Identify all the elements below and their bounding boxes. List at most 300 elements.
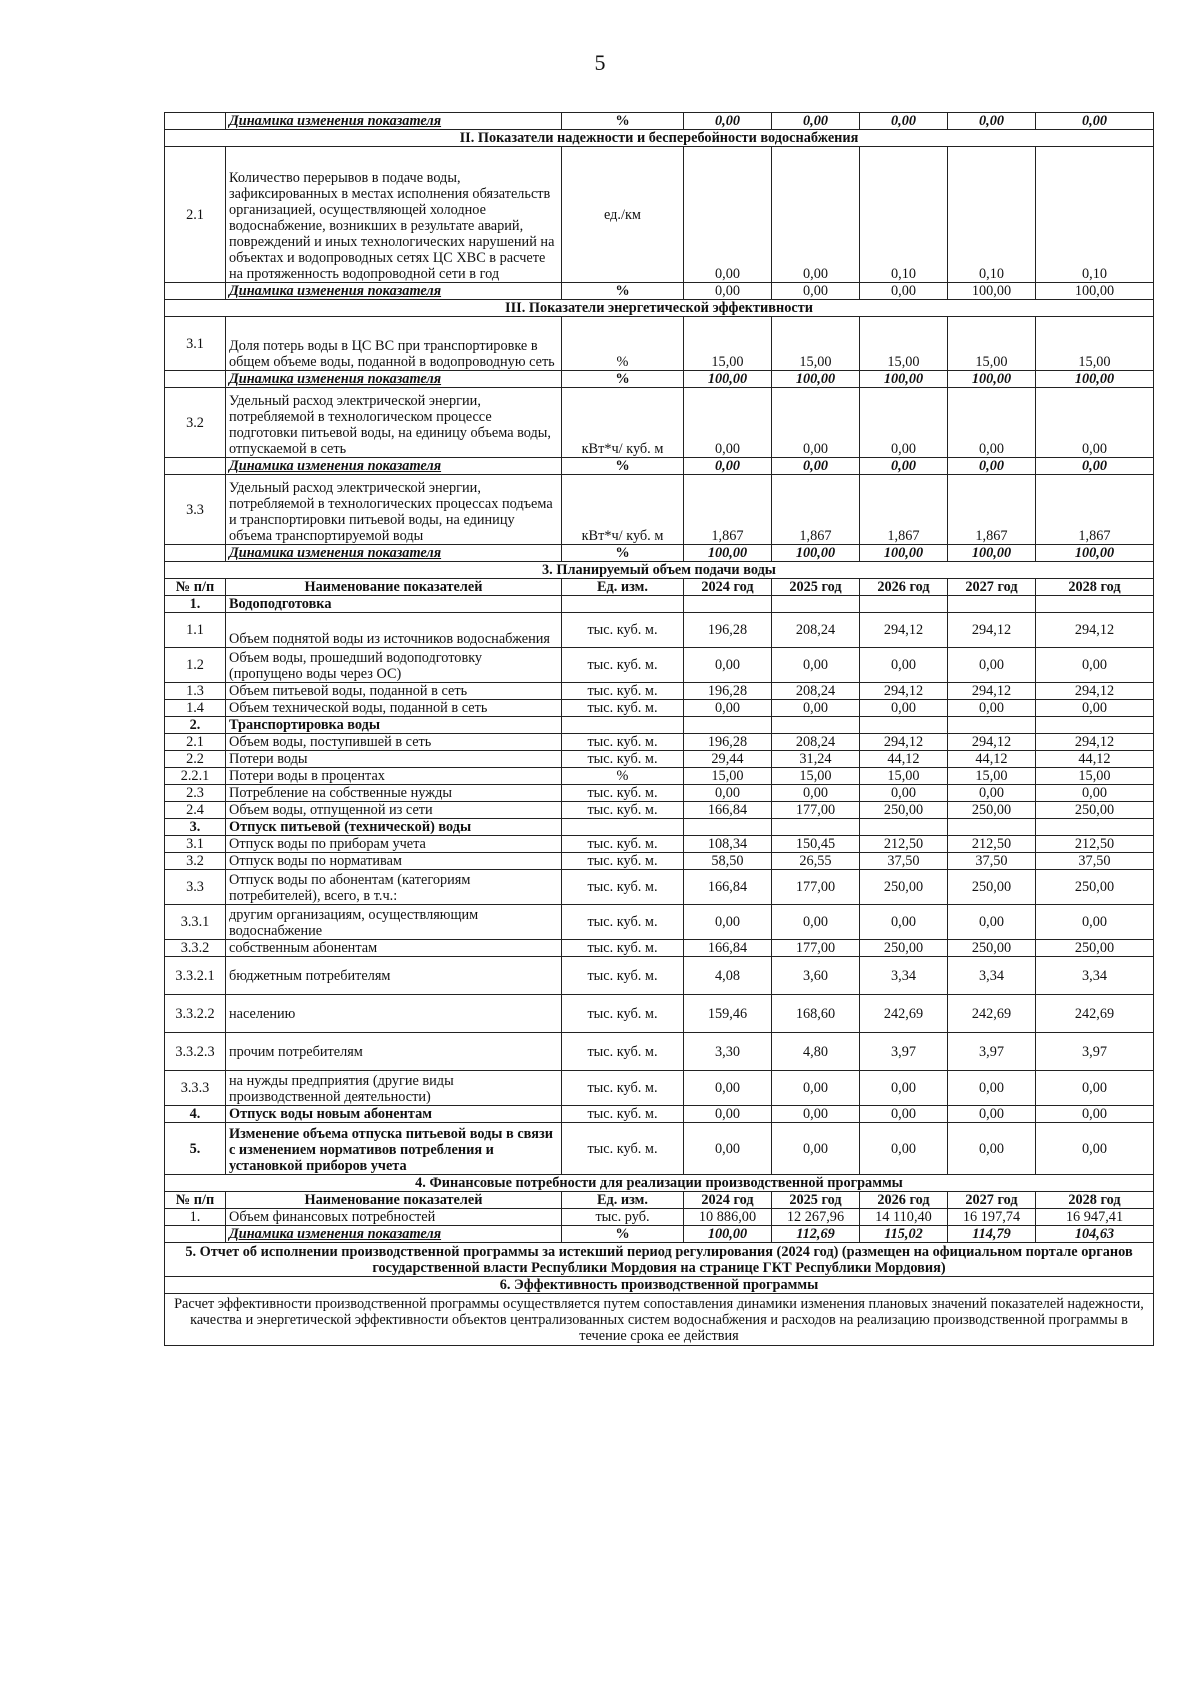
unit: тыс. куб. м. bbox=[562, 905, 684, 940]
row-number: 3.2 bbox=[165, 388, 226, 458]
value-2024: 58,50 bbox=[684, 853, 772, 870]
header-name: Наименование показателей bbox=[226, 579, 562, 596]
row-number: 3. bbox=[165, 819, 226, 836]
value-2025: 0,00 bbox=[772, 1106, 860, 1123]
value-2026: 0,00 bbox=[860, 785, 948, 802]
value-2024: 166,84 bbox=[684, 870, 772, 905]
header-no: № п/п bbox=[165, 1192, 226, 1209]
indicator-name: Удельный расход электрической энергии, потребляемой в технологических процессах подъема и транспортировки питьевой воды, на единицу объема транспортируемой воды bbox=[226, 475, 562, 545]
value-2024: 108,34 bbox=[684, 836, 772, 853]
row-number: 3.3.2 bbox=[165, 940, 226, 957]
unit: тыс. куб. м. bbox=[562, 1033, 684, 1071]
plan-row bbox=[165, 802, 1154, 819]
value-2025: 208,24 bbox=[772, 734, 860, 751]
unit: кВт*ч/ куб. м bbox=[562, 475, 684, 545]
unit: % bbox=[562, 458, 684, 475]
row-number bbox=[165, 1226, 226, 1243]
financial-header bbox=[165, 1192, 1154, 1209]
efficiency-text: Расчет эффективности производственной программы осуществляется путем сопоставления динамики изменения плановых значений показателей надежности, качества и энергетической эффективности объектов централизованных систем водоснабжения и расходов на реализацию производственной программы в течение срока ее действия bbox=[165, 1294, 1154, 1346]
value-2025: 15,00 bbox=[772, 768, 860, 785]
section-planned-volume-title: 3. Планируемый объем подачи воды bbox=[165, 562, 1154, 579]
value-2028: 0,00 bbox=[1036, 458, 1154, 475]
value-2025: 1,867 bbox=[772, 475, 860, 545]
row-number: 1. bbox=[165, 596, 226, 613]
value-2027: 250,00 bbox=[948, 870, 1036, 905]
value-2026: 100,00 bbox=[860, 545, 948, 562]
header-year: 2024 год bbox=[684, 1192, 772, 1209]
value-2028: 242,69 bbox=[1036, 995, 1154, 1033]
indicator-name: Объем финансовых потребностей bbox=[226, 1209, 562, 1226]
value-2027: 100,00 bbox=[948, 545, 1036, 562]
indicator-name: Динамика изменения показателя bbox=[226, 371, 562, 388]
value-2028: 250,00 bbox=[1036, 870, 1154, 905]
value-2027: 100,00 bbox=[948, 371, 1036, 388]
value-2025: 177,00 bbox=[772, 870, 860, 905]
indicator-name: Объем технической воды, поданной в сеть bbox=[226, 700, 562, 717]
value-2025: 0,00 bbox=[772, 388, 860, 458]
value-2024: 0,00 bbox=[684, 458, 772, 475]
value-2028: 100,00 bbox=[1036, 545, 1154, 562]
unit bbox=[562, 596, 684, 613]
value-2027: 0,00 bbox=[948, 1071, 1036, 1106]
indicator-name: Отпуск воды по абонентам (категориям потребителей), всего, в т.ч.: bbox=[226, 870, 562, 905]
value-2026: 3,97 bbox=[860, 1033, 948, 1071]
value-2028: 294,12 bbox=[1036, 613, 1154, 648]
indicator-name: Водоподготовка bbox=[226, 596, 562, 613]
row-number: 3.3 bbox=[165, 475, 226, 545]
value-2027: 294,12 bbox=[948, 613, 1036, 648]
value-2026: 0,00 bbox=[860, 1106, 948, 1123]
header-no: № п/п bbox=[165, 579, 226, 596]
value-2024: 0,00 bbox=[684, 905, 772, 940]
empty-cell bbox=[948, 717, 1036, 734]
unit: тыс. куб. м. bbox=[562, 648, 684, 683]
value-2024: 0,00 bbox=[684, 785, 772, 802]
empty-cell bbox=[772, 717, 860, 734]
section-reliability-title: II. Показатели надежности и бесперебойности водоснабжения bbox=[165, 130, 1154, 147]
indicator-name: Динамика изменения показателя bbox=[226, 545, 562, 562]
value-2026: 0,00 bbox=[860, 648, 948, 683]
value-2027: 0,00 bbox=[948, 1123, 1036, 1175]
row-number: 2.2.1 bbox=[165, 768, 226, 785]
value-2025: 0,00 bbox=[772, 1123, 860, 1175]
value-2025: 112,69 bbox=[772, 1226, 860, 1243]
row-3-1-dynamics bbox=[165, 371, 1154, 388]
indicator-name: собственным абонентам bbox=[226, 940, 562, 957]
indicator-name: Динамика изменения показателя bbox=[226, 283, 562, 300]
value-2026: 0,00 bbox=[860, 1071, 948, 1106]
value-2027: 294,12 bbox=[948, 683, 1036, 700]
value-2028: 100,00 bbox=[1036, 371, 1154, 388]
plan-row bbox=[165, 995, 1154, 1033]
indicator-name: Отпуск питьевой (технической) воды bbox=[226, 819, 562, 836]
unit: тыс. куб. м. bbox=[562, 995, 684, 1033]
value-2026: 0,00 bbox=[860, 388, 948, 458]
value-2028: 0,00 bbox=[1036, 113, 1154, 130]
plan-row bbox=[165, 734, 1154, 751]
plan-row bbox=[165, 648, 1154, 683]
row-number: 3.3.2.3 bbox=[165, 1033, 226, 1071]
value-2026: 294,12 bbox=[860, 683, 948, 700]
indicator-name: другим организациям, осуществляющим водоснабжение bbox=[226, 905, 562, 940]
indicator-name: бюджетным потребителям bbox=[226, 957, 562, 995]
row-number: 2.1 bbox=[165, 147, 226, 283]
section-energy-title: III. Показатели энергетической эффективности bbox=[165, 300, 1154, 317]
value-2027: 114,79 bbox=[948, 1226, 1036, 1243]
header-unit: Ед. изм. bbox=[562, 1192, 684, 1209]
row-number bbox=[165, 545, 226, 562]
unit: тыс. куб. м. bbox=[562, 613, 684, 648]
unit: % bbox=[562, 768, 684, 785]
value-2026: 115,02 bbox=[860, 1226, 948, 1243]
value-2024: 0,00 bbox=[684, 648, 772, 683]
unit: тыс. куб. м. bbox=[562, 1071, 684, 1106]
plan-row bbox=[165, 751, 1154, 768]
value-2024: 0,00 bbox=[684, 1123, 772, 1175]
unit: % bbox=[562, 545, 684, 562]
plan-row bbox=[165, 905, 1154, 940]
row-2-1-dynamics bbox=[165, 283, 1154, 300]
unit: тыс. куб. м. bbox=[562, 785, 684, 802]
unit: тыс. куб. м. bbox=[562, 1123, 684, 1175]
value-2025: 12 267,96 bbox=[772, 1209, 860, 1226]
row-number: 2.2 bbox=[165, 751, 226, 768]
row-number: 3.3.2.2 bbox=[165, 995, 226, 1033]
value-2024: 100,00 bbox=[684, 1226, 772, 1243]
value-2028: 0,00 bbox=[1036, 905, 1154, 940]
unit: % bbox=[562, 283, 684, 300]
section-planned-volume bbox=[165, 562, 1154, 579]
indicator-name: Потребление на собственные нужды bbox=[226, 785, 562, 802]
plan-row bbox=[165, 1071, 1154, 1106]
value-2027: 242,69 bbox=[948, 995, 1036, 1033]
value-2026: 0,00 bbox=[860, 113, 948, 130]
unit: кВт*ч/ куб. м bbox=[562, 388, 684, 458]
value-2024: 1,867 bbox=[684, 475, 772, 545]
row-number: 1. bbox=[165, 1209, 226, 1226]
plan-row bbox=[165, 1106, 1154, 1123]
plan-row bbox=[165, 596, 1154, 613]
unit: % bbox=[562, 371, 684, 388]
value-2028: 15,00 bbox=[1036, 768, 1154, 785]
value-2025: 0,00 bbox=[772, 458, 860, 475]
header-year: 2027 год bbox=[948, 579, 1036, 596]
value-2026: 1,867 bbox=[860, 475, 948, 545]
value-2028: 0,00 bbox=[1036, 1106, 1154, 1123]
value-2027: 0,00 bbox=[948, 785, 1036, 802]
value-2028: 100,00 bbox=[1036, 283, 1154, 300]
row-number: 5. bbox=[165, 1123, 226, 1175]
empty-cell bbox=[1036, 596, 1154, 613]
value-2028: 0,10 bbox=[1036, 147, 1154, 283]
value-2028: 0,00 bbox=[1036, 648, 1154, 683]
value-2024: 29,44 bbox=[684, 751, 772, 768]
indicator-name: Отпуск воды по нормативам bbox=[226, 853, 562, 870]
value-2028: 37,50 bbox=[1036, 853, 1154, 870]
indicator-name: на нужды предприятия (другие виды производственной деятельности) bbox=[226, 1071, 562, 1106]
value-2024: 0,00 bbox=[684, 283, 772, 300]
value-2025: 0,00 bbox=[772, 283, 860, 300]
value-2024: 0,00 bbox=[684, 700, 772, 717]
row-3-2 bbox=[165, 388, 1154, 458]
unit bbox=[562, 717, 684, 734]
value-2027: 100,00 bbox=[948, 283, 1036, 300]
indicator-name: Объем воды, отпущенной из сети bbox=[226, 802, 562, 819]
value-2028: 294,12 bbox=[1036, 683, 1154, 700]
value-2027: 0,00 bbox=[948, 113, 1036, 130]
value-2025: 208,24 bbox=[772, 683, 860, 700]
value-2025: 168,60 bbox=[772, 995, 860, 1033]
indicator-name: прочим потребителям bbox=[226, 1033, 562, 1071]
indicator-name: Доля потерь воды в ЦС ВС при транспортировке в общем объеме воды, поданной в водопроводную сеть bbox=[226, 317, 562, 371]
row-number: 3.1 bbox=[165, 317, 226, 371]
value-2024: 15,00 bbox=[684, 317, 772, 371]
value-2025: 4,80 bbox=[772, 1033, 860, 1071]
value-2027: 0,00 bbox=[948, 388, 1036, 458]
row-2-1 bbox=[165, 147, 1154, 283]
plan-row bbox=[165, 785, 1154, 802]
value-2028: 0,00 bbox=[1036, 388, 1154, 458]
section-energy bbox=[165, 300, 1154, 317]
value-2027: 0,00 bbox=[948, 700, 1036, 717]
row-number: 4. bbox=[165, 1106, 226, 1123]
plan-row bbox=[165, 613, 1154, 648]
empty-cell bbox=[1036, 717, 1154, 734]
production-program-table bbox=[164, 112, 1153, 1346]
value-2027: 37,50 bbox=[948, 853, 1036, 870]
value-2028: 0,00 bbox=[1036, 785, 1154, 802]
empty-cell bbox=[948, 819, 1036, 836]
row-3-2-dynamics bbox=[165, 458, 1154, 475]
empty-cell bbox=[684, 717, 772, 734]
indicator-name: населению bbox=[226, 995, 562, 1033]
value-2027: 0,00 bbox=[948, 1106, 1036, 1123]
report-text: 5. Отчет об исполнении производственной программы за истекший период регулирования (2024 год) (размещен на официальном портале органов государственной власти Республики Мордовия на странице ГКТ Республики Мордовия) bbox=[165, 1243, 1154, 1277]
value-2027: 0,00 bbox=[948, 458, 1036, 475]
value-2025: 100,00 bbox=[772, 545, 860, 562]
value-2026: 0,00 bbox=[860, 700, 948, 717]
indicator-name: Отпуск воды по приборам учета bbox=[226, 836, 562, 853]
value-2027: 1,867 bbox=[948, 475, 1036, 545]
indicator-name: Количество перерывов в подаче воды, зафиксированных в местах исполнения обязательств организацией, осуществляющей холодное водоснабжение, возникших в результате аварий, повреждений и иных технологических нарушений на объектах и водопроводных сетях ЦС ХВС в расчете на протяженность водопроводной сети в год bbox=[226, 147, 562, 283]
plan-row bbox=[165, 683, 1154, 700]
value-2025: 0,00 bbox=[772, 700, 860, 717]
value-2028: 3,34 bbox=[1036, 957, 1154, 995]
value-2028: 3,97 bbox=[1036, 1033, 1154, 1071]
value-2026: 15,00 bbox=[860, 317, 948, 371]
value-2026: 0,00 bbox=[860, 905, 948, 940]
value-2024: 0,00 bbox=[684, 113, 772, 130]
indicator-name: Динамика изменения показателя bbox=[226, 458, 562, 475]
row-number bbox=[165, 113, 226, 130]
unit: тыс. куб. м. bbox=[562, 683, 684, 700]
value-2024: 166,84 bbox=[684, 940, 772, 957]
unit: тыс. куб. м. bbox=[562, 853, 684, 870]
value-2027: 3,34 bbox=[948, 957, 1036, 995]
value-2024: 159,46 bbox=[684, 995, 772, 1033]
value-2026: 14 110,40 bbox=[860, 1209, 948, 1226]
header-year: 2026 год bbox=[860, 579, 948, 596]
value-2027: 0,00 bbox=[948, 905, 1036, 940]
plan-row bbox=[165, 819, 1154, 836]
value-2024: 0,00 bbox=[684, 147, 772, 283]
section-financial-needs bbox=[165, 1175, 1154, 1192]
plan-row bbox=[165, 836, 1154, 853]
unit: % bbox=[562, 317, 684, 371]
row-number: 2. bbox=[165, 717, 226, 734]
value-2025: 0,00 bbox=[772, 785, 860, 802]
value-2027: 250,00 bbox=[948, 940, 1036, 957]
row-number: 3.3.2.1 bbox=[165, 957, 226, 995]
row-number: 3.2 bbox=[165, 853, 226, 870]
unit: % bbox=[562, 113, 684, 130]
empty-cell bbox=[772, 819, 860, 836]
unit: тыс. куб. м. bbox=[562, 802, 684, 819]
value-2027: 16 197,74 bbox=[948, 1209, 1036, 1226]
value-2025: 3,60 bbox=[772, 957, 860, 995]
unit: тыс. куб. м. bbox=[562, 957, 684, 995]
row-number: 3.3 bbox=[165, 870, 226, 905]
value-2025: 26,55 bbox=[772, 853, 860, 870]
top-dynamics-row bbox=[165, 113, 1154, 130]
value-2025: 208,24 bbox=[772, 613, 860, 648]
value-2024: 166,84 bbox=[684, 802, 772, 819]
indicator-name: Удельный расход электрической энергии, потребляемой в технологическом процессе подготовки питьевой воды, на единицу объема воды, отпускаемой в сеть bbox=[226, 388, 562, 458]
indicator-name: Транспортировка воды bbox=[226, 717, 562, 734]
value-2027: 15,00 bbox=[948, 317, 1036, 371]
header-year: 2025 год bbox=[772, 1192, 860, 1209]
value-2024: 196,28 bbox=[684, 613, 772, 648]
report-section bbox=[165, 1243, 1154, 1277]
header-year: 2024 год bbox=[684, 579, 772, 596]
row-number bbox=[165, 283, 226, 300]
unit: ед./км bbox=[562, 147, 684, 283]
value-2027: 44,12 bbox=[948, 751, 1036, 768]
row-number: 2.3 bbox=[165, 785, 226, 802]
page-number: 5 bbox=[594, 50, 606, 75]
value-2026: 250,00 bbox=[860, 802, 948, 819]
unit: тыс. руб. bbox=[562, 1209, 684, 1226]
plan-row bbox=[165, 768, 1154, 785]
value-2028: 16 947,41 bbox=[1036, 1209, 1154, 1226]
value-2026: 15,00 bbox=[860, 768, 948, 785]
value-2026: 250,00 bbox=[860, 870, 948, 905]
indicator-name: Динамика изменения показателя bbox=[226, 113, 562, 130]
value-2026: 250,00 bbox=[860, 940, 948, 957]
value-2027: 15,00 bbox=[948, 768, 1036, 785]
unit: тыс. куб. м. bbox=[562, 940, 684, 957]
empty-cell bbox=[860, 596, 948, 613]
section-efficiency-title: 6. Эффективность производственной программы bbox=[165, 1277, 1154, 1294]
plan-row bbox=[165, 1033, 1154, 1071]
plan-row bbox=[165, 700, 1154, 717]
row-3-1 bbox=[165, 317, 1154, 371]
value-2024: 0,00 bbox=[684, 1106, 772, 1123]
row-number: 3.3.3 bbox=[165, 1071, 226, 1106]
value-2024: 10 886,00 bbox=[684, 1209, 772, 1226]
empty-cell bbox=[772, 596, 860, 613]
unit bbox=[562, 819, 684, 836]
unit: тыс. куб. м. bbox=[562, 836, 684, 853]
value-2028: 0,00 bbox=[1036, 1123, 1154, 1175]
value-2028: 15,00 bbox=[1036, 317, 1154, 371]
value-2025: 0,00 bbox=[772, 905, 860, 940]
row-3-3-dynamics bbox=[165, 545, 1154, 562]
header-year: 2027 год bbox=[948, 1192, 1036, 1209]
row-number: 1.2 bbox=[165, 648, 226, 683]
value-2027: 212,50 bbox=[948, 836, 1036, 853]
value-2027: 3,97 bbox=[948, 1033, 1036, 1071]
empty-cell bbox=[684, 596, 772, 613]
value-2026: 212,50 bbox=[860, 836, 948, 853]
value-2025: 31,24 bbox=[772, 751, 860, 768]
financial-dynamics-row bbox=[165, 1226, 1154, 1243]
empty-cell bbox=[948, 596, 1036, 613]
unit: тыс. куб. м. bbox=[562, 1106, 684, 1123]
header-name: Наименование показателей bbox=[226, 1192, 562, 1209]
value-2028: 250,00 bbox=[1036, 802, 1154, 819]
indicator-name: Объем поднятой воды из источников водоснабжения bbox=[226, 613, 562, 648]
value-2026: 0,00 bbox=[860, 458, 948, 475]
empty-cell bbox=[684, 819, 772, 836]
value-2027: 0,10 bbox=[948, 147, 1036, 283]
value-2028: 212,50 bbox=[1036, 836, 1154, 853]
indicator-name: Изменение объема отпуска питьевой воды в связи с изменением нормативов потребления и установкой приборов учета bbox=[226, 1123, 562, 1175]
row-number: 1.3 bbox=[165, 683, 226, 700]
unit: тыс. куб. м. bbox=[562, 734, 684, 751]
row-number: 2.4 bbox=[165, 802, 226, 819]
value-2028: 250,00 bbox=[1036, 940, 1154, 957]
plan-row bbox=[165, 853, 1154, 870]
plan-row bbox=[165, 940, 1154, 957]
header-year: 2028 год bbox=[1036, 579, 1154, 596]
value-2024: 100,00 bbox=[684, 545, 772, 562]
row-number bbox=[165, 458, 226, 475]
indicators-table bbox=[164, 112, 1154, 1346]
value-2024: 196,28 bbox=[684, 734, 772, 751]
value-2025: 0,00 bbox=[772, 147, 860, 283]
value-2027: 294,12 bbox=[948, 734, 1036, 751]
value-2024: 100,00 bbox=[684, 371, 772, 388]
indicator-name: Потери воды в процентах bbox=[226, 768, 562, 785]
value-2024: 15,00 bbox=[684, 768, 772, 785]
value-2025: 177,00 bbox=[772, 940, 860, 957]
value-2025: 0,00 bbox=[772, 113, 860, 130]
row-number: 1.1 bbox=[165, 613, 226, 648]
efficiency-text-row bbox=[165, 1294, 1154, 1346]
value-2025: 100,00 bbox=[772, 371, 860, 388]
header-unit: Ед. изм. bbox=[562, 579, 684, 596]
section-reliability bbox=[165, 130, 1154, 147]
value-2024: 0,00 bbox=[684, 388, 772, 458]
value-2024: 0,00 bbox=[684, 1071, 772, 1106]
unit: тыс. куб. м. bbox=[562, 700, 684, 717]
row-number: 3.3.1 bbox=[165, 905, 226, 940]
plan-row bbox=[165, 1123, 1154, 1175]
empty-cell bbox=[1036, 819, 1154, 836]
header-year: 2028 год bbox=[1036, 1192, 1154, 1209]
value-2025: 0,00 bbox=[772, 1071, 860, 1106]
indicator-name: Объем питьевой воды, поданной в сеть bbox=[226, 683, 562, 700]
indicator-name: Объем воды, прошедший водоподготовку (пропущено воды через ОС) bbox=[226, 648, 562, 683]
row-number: 1.4 bbox=[165, 700, 226, 717]
value-2026: 100,00 bbox=[860, 371, 948, 388]
row-3-3 bbox=[165, 475, 1154, 545]
value-2026: 294,12 bbox=[860, 613, 948, 648]
value-2028: 0,00 bbox=[1036, 1071, 1154, 1106]
value-2028: 104,63 bbox=[1036, 1226, 1154, 1243]
value-2026: 242,69 bbox=[860, 995, 948, 1033]
